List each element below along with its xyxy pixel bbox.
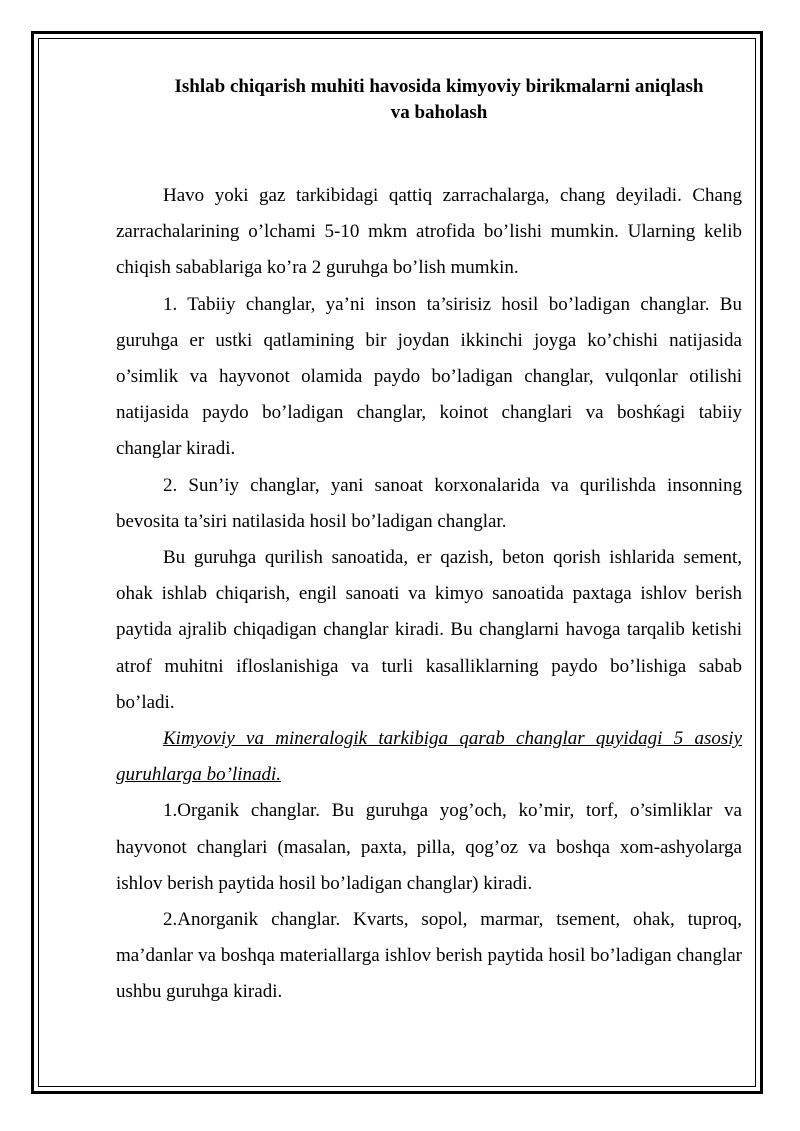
paragraph-industry: Bu guruhga qurilish sanoatida, er qazish, beton qorish ishlarida sement, ohak ishlab chiqarish, engil sanoati va kimyo sanoatida paxtaga ishlov berish paytida ajralib chiqadigan changlar kiradi. Bu changlarni havoga tarqalib ketishi atrof muhitni ifloslanishiga va turli kasalliklarning paydo bo’lishiga sabab bo’ladi. (116, 547, 742, 713)
classification-emphasis: Kimyoviy va mineralogik tarkibiga qarab changlar quyidagi 5 asosiy guruhlarga bo’linadi. (116, 728, 742, 786)
paragraph-inorganic-dust: 2.Anorganik changlar. Kvarts, sopol, marmar, tsement, ohak, tuproq, ma’danlar va boshqa materiallarga ishlov berish paytida hosil bo’ladigan changlar ushbu guruhga kiradi. (116, 909, 742, 1003)
paragraph-natural-dust: 1. Tabiiy changlar, ya’ni inson ta’sirisiz hosil bo’ladigan changlar. Bu guruhga er ustki qatlamining bir joydan ikkinchi joyga ko’chishi natijasida o’simlik va hayvonot olamida paydo bo’ladigan changlar, vulqonlar otilishi natijasida paydo bo’ladigan changlar, koinot changlari va boshќagi tabiiy changlar kiradi. (116, 293, 742, 460)
paragraph-artificial-dust: 2. Sun’iy changlar, yani sanoat korxonalarida va qurilishda insonning bevosita ta’siri natilasida hosil bo’ladigan changlar. (116, 474, 742, 532)
document-title (136, 74, 742, 126)
document-content (116, 74, 742, 1011)
paragraph-organic-dust: 1.Organik changlar. Bu guruhga yog’och, ko’mir, torf, o’simliklar va hayvonot changlari (masalan, paxta, pilla, qog’oz va boshqa xom-ashyolarga ishlov berish paytida hosil bo’ladigan changlar) kiradi. (116, 800, 742, 894)
paragraph-classification-heading (116, 721, 742, 793)
title-line-2: va baholash (390, 102, 488, 123)
paragraph-intro: Havo yoki gaz tarkibidagi qattiq zarrachalarga, chang deyiladi. Chang zarrachalarining o’lchami 5-10 mkm atrofida bo’lishi mumkin. Ularning kelib chiqish sabablariga ko’ra 2 guruhga bo’lish mumkin. (116, 185, 742, 279)
title-line-1: Ishlab chiqarish muhiti havosida kimyoviy birikmalarni aniqlash (174, 76, 704, 97)
document-body (116, 178, 742, 1011)
